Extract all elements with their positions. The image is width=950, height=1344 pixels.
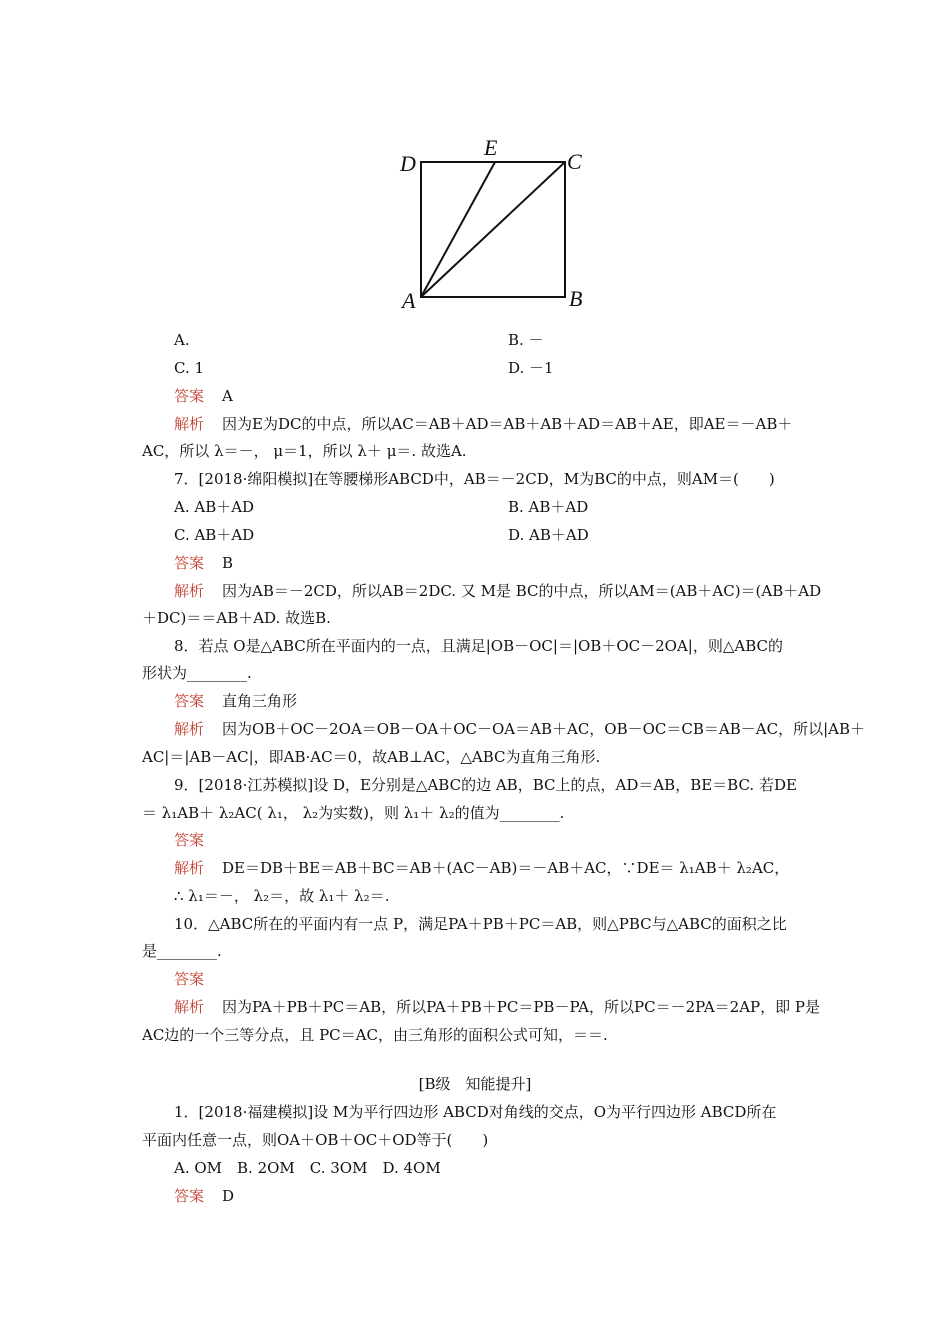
q9-stem-line1: 9．[2018·江苏模拟]设 D，E分别是△ABC的边 AB，BC上的点，AD＝AB，BE＝BC. 若DE <box>174 776 797 794</box>
q10-stem-line1: 10．△ABC所在的平面内有一点 P，满足PA＋PB＋PC＝AB，则△PBC与△ABC的面积之比 <box>174 915 787 933</box>
q8-stem-line2: 形状为________. <box>142 664 252 682</box>
answer-value: D <box>222 1187 235 1205</box>
segment-ac <box>421 162 565 297</box>
answer-value: 直角三角形 <box>222 692 298 710</box>
solution-text: 因为OB＋OC－2OA＝OB－OA＋OC－OA＝AB＋AC，OB－OC＝CB＝AB－AC，所以|AB＋ <box>222 720 865 738</box>
q7-option-c: C. AB＋AD <box>174 526 255 544</box>
label-d: D <box>400 151 416 176</box>
q10-solution-line2: AC边的一个三等分点，且 PC＝AC，由三角形的面积公式可知，＝＝. <box>142 1026 608 1044</box>
q8-answer <box>174 688 854 714</box>
answer-value: B <box>222 554 234 572</box>
label-e: E <box>484 135 498 160</box>
q8-stem-line1: 8．若点 O是△ABC所在平面内的一点，且满足|OB－OC|＝|OB＋OC－2OA|，则△ABC的 <box>174 637 783 655</box>
answer-tag: 答案 <box>174 692 205 710</box>
q7-option-b: B. AB＋AD <box>508 498 589 516</box>
q8-solution-line1 <box>174 716 865 742</box>
square-diagram <box>384 122 606 328</box>
q10-answer <box>174 966 854 992</box>
q6-option-a: A. <box>174 331 190 349</box>
label-b: B <box>569 286 583 311</box>
q7-solution-line2: ＋DC)＝＝AB＋AD. 故选B. <box>142 609 331 627</box>
q7-solution-line1 <box>174 578 854 604</box>
q8-solution-line2: AC|＝|AB－AC|，即AB·AC＝0，故AB⊥AC，△ABC为直角三角形. <box>142 748 601 766</box>
q7-option-d: D. AB＋AD <box>508 526 589 544</box>
solution-tag: 解析 <box>174 720 205 738</box>
q7-option-a: A. AB＋AD <box>174 498 255 516</box>
q6-options-row2 <box>174 355 854 381</box>
q6-option-d: D. －1 <box>508 359 554 377</box>
q7-options-row1 <box>174 494 854 520</box>
q9-answer <box>174 827 854 853</box>
square-figure <box>384 122 606 328</box>
segment-ae <box>421 162 495 297</box>
solution-tag: 解析 <box>174 415 205 433</box>
q6-option-b: B. － <box>508 331 544 349</box>
section-b-heading: [B级 知能提升] <box>418 1075 532 1093</box>
q10-stem-line2: 是________. <box>142 942 222 960</box>
label-c: C <box>567 149 582 174</box>
q6-solution-line2: AC，所以 λ＝－， μ＝1，所以 λ＋ μ＝. 故选A. <box>142 442 467 460</box>
label-a: A <box>402 288 416 313</box>
answer-tag: 答案 <box>174 554 205 572</box>
q7-stem: 7．[2018·绵阳模拟]在等腰梯形ABCD中，AB＝－2CD，M为BC的中点，则AM＝( ) <box>174 470 775 488</box>
q9-stem-line2: ＝ λ₁AB＋ λ₂AC( λ₁， λ₂为实数)，则 λ₁＋ λ₂的值为________. <box>142 804 565 822</box>
q7-answer <box>174 550 854 576</box>
q6-answer <box>174 383 854 409</box>
solution-tag: 解析 <box>174 998 205 1016</box>
answer-tag: 答案 <box>174 1187 205 1205</box>
answer-tag: 答案 <box>174 387 205 405</box>
q9-solution-line1 <box>174 855 854 881</box>
b1-options: A. OM B. 2OM C. 3OM D. 4OM <box>174 1159 441 1177</box>
b1-answer <box>174 1183 854 1209</box>
q6-options-row1 <box>174 327 854 353</box>
q9-solution-line2: ∴ λ₁＝－， λ₂＝，故 λ₁＋ λ₂＝. <box>174 887 390 905</box>
b1-stem-line2: 平面内任意一点，则OA＋OB＋OC＋OD等于( ) <box>142 1131 489 1149</box>
solution-tag: 解析 <box>174 582 205 600</box>
answer-value: A <box>222 387 233 405</box>
q10-solution-line1 <box>174 994 854 1020</box>
q6-option-c: C. 1 <box>174 359 205 377</box>
q7-options-row2 <box>174 522 854 548</box>
q6-solution-line1 <box>174 411 854 437</box>
solution-tag: 解析 <box>174 859 205 877</box>
solution-text: 因为E为DC的中点，所以AC＝AB＋AD＝AB＋AB＋AD＝AB＋AE，即AE＝－AB＋ <box>222 415 793 433</box>
solution-text: DE＝DB＋BE＝AB＋BC＝AB＋(AC－AB)＝－AB＋AC，∵DE＝ λ₁AB＋ λ₂AC， <box>222 859 790 877</box>
solution-text: 因为PA＋PB＋PC＝AB，所以PA＋PB＋PC＝PB－PA，所以PC＝－2PA＝2AP，即 P是 <box>222 998 820 1016</box>
answer-tag: 答案 <box>174 831 205 849</box>
answer-tag: 答案 <box>174 970 205 988</box>
b1-stem-line1: 1．[2018·福建模拟]设 M为平行四边形 ABCD对角线的交点，O为平行四边形 ABCD所在 <box>174 1103 777 1121</box>
solution-text: 因为AB＝－2CD，所以AB＝2DC. 又 M是 BC的中点，所以AM＝(AB＋AC)＝(AB＋AD <box>222 582 822 600</box>
